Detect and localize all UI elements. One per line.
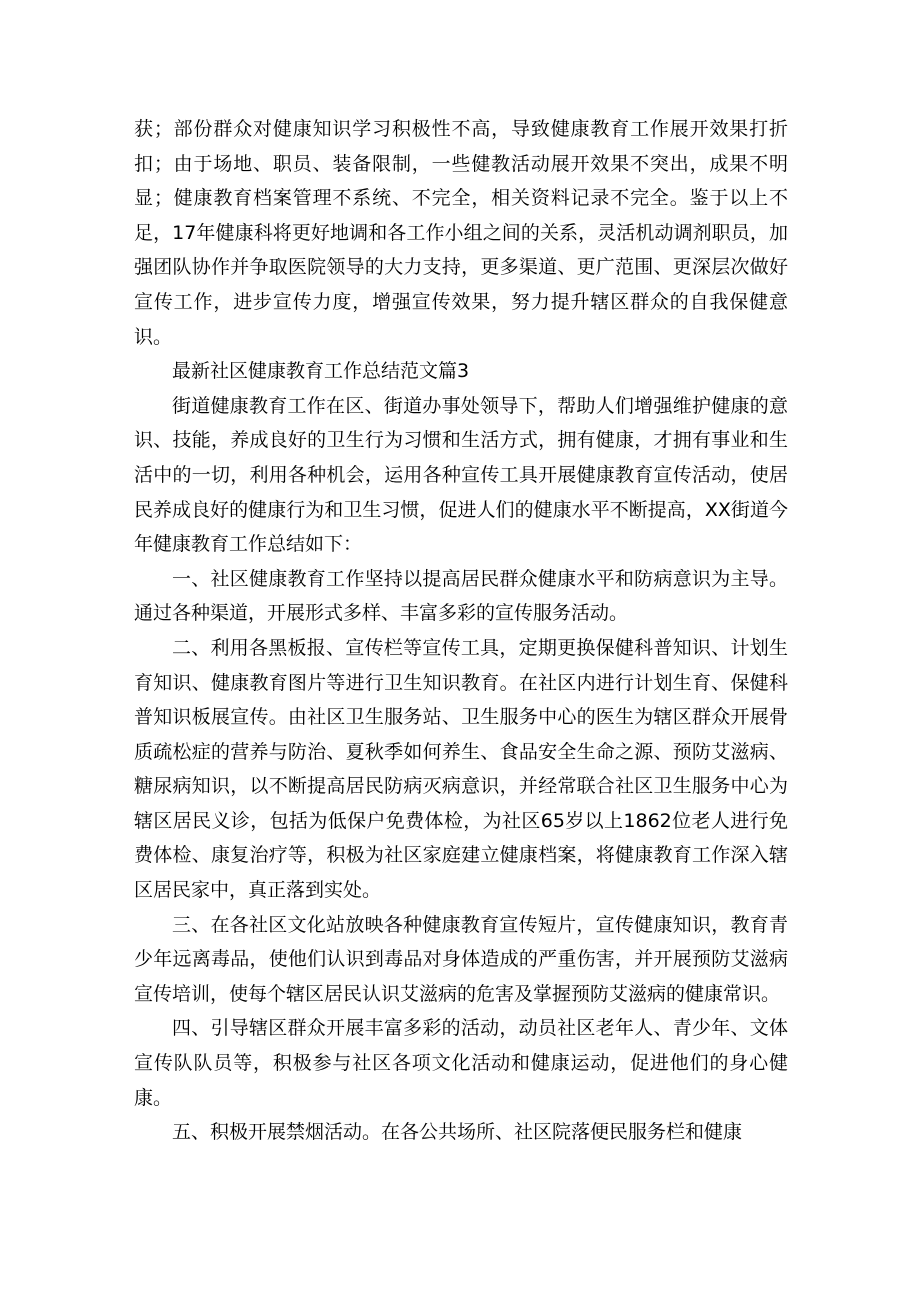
body-paragraph: 二、利用各黑板报、宣传栏等宣传工具，定期更换保健科普知识、计划生育知识、健康教育图片等进行卫生知识教育。在社区内进行计划生育、保健科普知识板展宣传。由社区卫生服务站、卫生服务中心的医生为辖区群众开展骨质疏松症的营养与防治、夏秋季如何养生、食品安全生命之源、预防艾滋病、糖尿病知识，以不断提高居民防病灭病意识，并经常联合社区卫生服务中心为辖区居民义诊，包括为低保户免费体检，为社区65岁以上1862位老人进行免费体检、康复治疗等，积极为社区家庭建立健康档案，将健康教育工作深入辖区居民家中，真正落到实处。 (134, 636, 788, 902)
body-paragraph: 街道健康教育工作在区、街道办事处领导下，帮助人们增强维护健康的意识、技能，养成良好的卫生行为习惯和生活方式，拥有健康，才拥有事业和生活中的一切，利用各种机会，运用各种宣传工具开展健康教育宣传活动，使居民养成良好的健康行为和卫生习惯，促进人们的健康水平不断提高，XX街道今年健康教育工作总结如下： (134, 394, 788, 556)
body-paragraph: 五、积极开展禁烟活动。在各公共场所、社区院落便民服务栏和健康 (172, 1121, 743, 1144)
section-heading: 最新社区健康教育工作总结范文篇3 (172, 360, 470, 383)
document-page (134, 112, 788, 1150)
body-paragraph: 三、在各社区文化站放映各种健康教育宣传短片，宣传健康知识，教育青少年远离毒品，使他们认识到毒品对身体造成的严重伤害，并开展预防艾滋病宣传培训，使每个辖区居民认识艾滋病的危害及掌握预防艾滋病的健康常识。 (134, 913, 788, 1005)
body-paragraph: 获；部份群众对健康知识学习积极性不高，导致健康教育工作展开效果打折扣；由于场地、职员、装备限制，一些健教活动展开效果不突出，成果不明显；健康教育档案管理不系统、不完全，相关资料记录不完全。鉴于以上不足，17年健康科将更好地调和各工作小组之间的关系，灵活机动调剂职员，加强团队协作并争取医院领导的大力支持，更多渠道、更广范围、更深层次做好宣传工作，进步宣传力度，增强宣传效果，努力提升辖区群众的自我保健意识。 (134, 118, 788, 348)
body-paragraph: 一、社区健康教育工作坚持以提高居民群众健康水平和防病意识为主导。通过各种渠道，开展形式多样、丰富多彩的宣传服务活动。 (134, 567, 788, 625)
body-paragraph: 四、引导辖区群众开展丰富多彩的活动，动员社区老年人、青少年、文体宣传队队员等，积极参与社区各项文化活动和健康运动，促进他们的身心健康。 (134, 1017, 788, 1109)
